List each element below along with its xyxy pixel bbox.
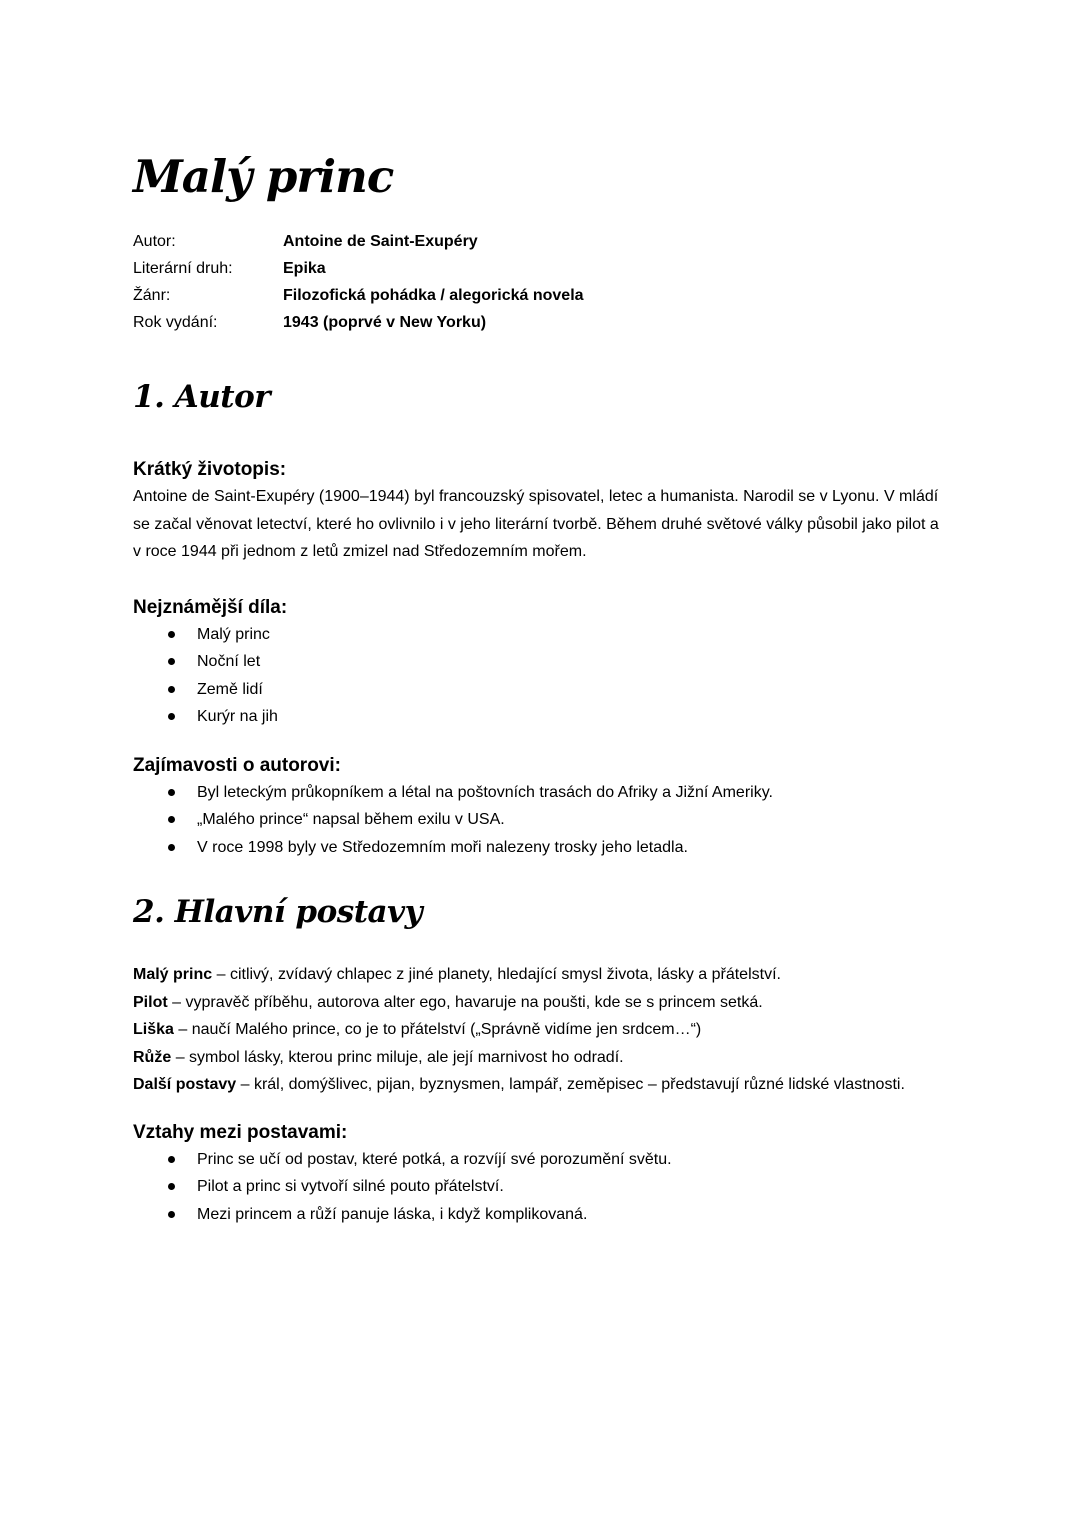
meta-label: Žánr: [133,287,171,304]
meta-label: Literární druh: [133,260,233,277]
list-item: Princ se učí od postav, které potká, a rozvíjí své porozumění světu. [133,1146,948,1174]
character-description: – symbol lásky, kterou princ miluje, ale její marnivost ho odradí. [175,1048,624,1066]
list-item: Byl leteckým průkopníkem a létal na poštovních trasách do Afriky a Jižní Ameriky. [133,779,948,807]
character-entry [133,1016,948,1044]
meta-row [133,228,948,255]
meta-value: Epika [283,260,326,277]
list-item: „Malého prince“ napsal během exilu v USA. [133,806,948,834]
meta-row [133,282,948,309]
meta-value: Antoine de Saint-Exupéry [283,233,478,250]
character-entry [133,961,948,989]
list-item: Kurýr na jih [133,703,948,731]
character-name: Malý princ [133,966,213,983]
characters-block [133,961,948,1099]
subheading-famous-works: Nejznámější díla: [133,596,288,618]
meta-label: Autor: [133,233,176,250]
subheading-biography: Krátký životopis: [133,459,287,480]
character-name: Růže [133,1048,172,1066]
character-description: – vypravěč příběhu, autorova alter ego, havaruje na poušti, kde se s princem setká. [172,993,763,1011]
author-facts-list [133,779,948,862]
section-heading-author: 1. Autor [133,379,271,415]
character-description: – citlivý, zvídavý chlapec z jiné planety, hledající smysl života, lásky a přátelství. [216,966,781,983]
meta-row [133,255,948,282]
list-item: Malý princ [133,621,948,649]
list-item: Pilot a princ si vytvoří silné pouto přátelství. [133,1173,948,1201]
list-item: Noční let [133,648,948,676]
subheading-author-facts: Zajímavosti o autorovi: [133,754,341,776]
metadata-block [133,228,948,336]
page-title: Malý princ [133,150,394,203]
character-entry [133,1044,948,1072]
subheading-relations: Vztahy mezi postavami: [133,1121,348,1143]
meta-value: Filozofická pohádka / alegorická novela [283,287,584,304]
relations-list [133,1146,948,1229]
character-entry [133,1071,948,1099]
character-description: – král, domýšlivec, pijan, byznysmen, lampář, zeměpisec – představují různé lidské vlastnosti. [240,1076,905,1093]
list-item: V roce 1998 byly ve Středozemním moři nalezeny trosky jeho letadla. [133,834,948,862]
character-name: Další postavy [133,1076,237,1093]
meta-label: Rok vydání: [133,314,218,331]
meta-row [133,309,948,336]
famous-works-list [133,621,948,731]
character-description: – naučí Malého prince, co je to přátelství („Správně vidíme jen srdcem…“) [178,1021,702,1038]
character-name: Liška [133,1021,174,1038]
section-heading-characters: 2. Hlavní postavy [133,894,423,930]
biography-paragraph: Antoine de Saint-Exupéry (1900–1944) byl francouzský spisovatel, letec a humanista. Narodil se v Lyonu. V mládí se začal věnovat letectví, které ho ovlivnilo i v jeho literární tvorbě. Během druhé světové války působil jako pilot a v roce 1944 při jednom z letů zmizel nad Středozemním mořem. [133,488,939,560]
list-item: Země lidí [133,676,948,704]
list-item: Mezi princem a růží panuje láska, i když komplikovaná. [133,1201,948,1229]
character-entry [133,989,948,1017]
meta-value: 1943 (poprvé v New Yorku) [283,314,487,331]
character-name: Pilot [133,993,168,1011]
